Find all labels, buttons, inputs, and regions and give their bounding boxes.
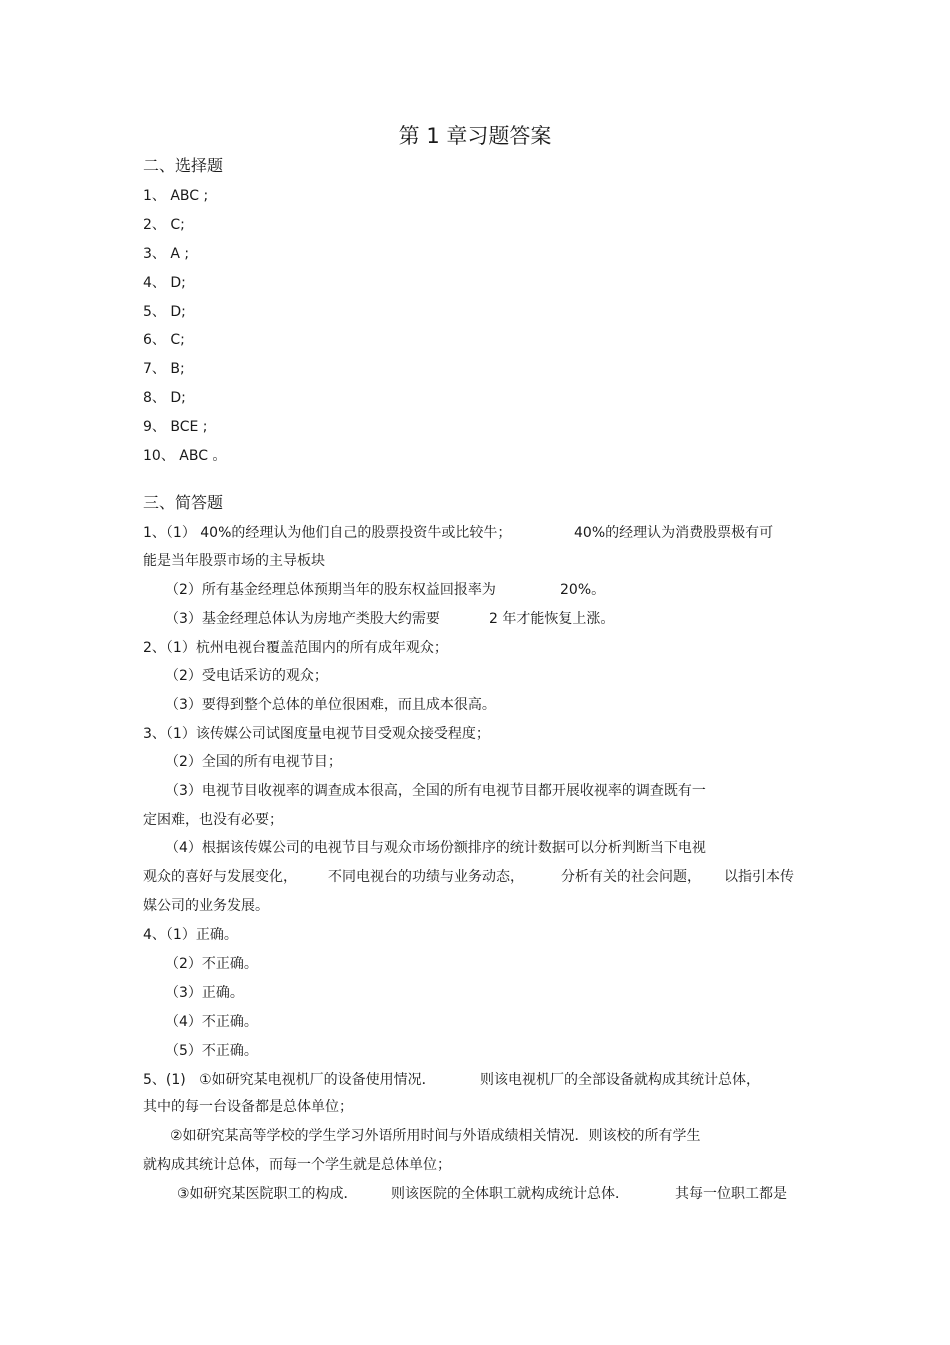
q4-line-5: （5）不正确。 [165, 1043, 258, 1059]
q3-line-3: （3）电视节目收视率的调查成本很高，全国的所有电视节目都开展收视率的调查既有一 [165, 783, 706, 799]
q4-line-2: （2）不正确。 [165, 956, 258, 972]
q1-line-4: （3）基金经理总体认为房地产类股大约需要 [165, 611, 440, 627]
q3-line-4: 定困难，也没有必要； [143, 812, 283, 828]
q5-line-1b: 则该电视机厂的全部设备就构成其统计总体， [480, 1072, 760, 1088]
page-title: 第 1 章习题答案 [398, 124, 552, 148]
choice-answer-8: 8、 D; [143, 390, 186, 406]
choice-answer-4: 4、 D; [143, 275, 186, 291]
choice-answer-5: 5、 D; [143, 304, 186, 320]
q3-line-6b: 不同电视台的功绩与业务动态， [328, 869, 524, 885]
choice-answer-9: 9、 BCE ; [143, 419, 208, 435]
q5-line-4: 就构成其统计总体，而每一个学生就是总体单位； [143, 1157, 451, 1173]
q3-line-2: （2）全国的所有电视节目； [165, 754, 342, 770]
choice-answer-3: 3、 A ; [143, 246, 190, 262]
q4-line-3: （3）正确。 [165, 985, 244, 1001]
q5-line-2: 其中的每一台设备都是总体单位； [143, 1099, 353, 1115]
q1-line-3: （2）所有基金经理总体预期当年的股东权益回报率为 [165, 582, 496, 598]
q1-line-3b: 20%。 [560, 582, 606, 598]
choice-answer-7: 7、 B; [143, 361, 185, 377]
q3-line-6a: 观众的喜好与发展变化， [143, 869, 297, 885]
q5-line-5b: 则该医院的全体职工就构成统计总体． [391, 1186, 629, 1202]
choice-answer-2: 2、 C; [143, 217, 185, 233]
q1-line-2: 能是当年股票市场的主导板块 [143, 553, 325, 569]
section-heading-choice: 二、选择题 [143, 156, 224, 175]
choice-answer-1: 1、 ABC ; [143, 188, 209, 204]
q2-line-2: （2）受电话采访的观众； [165, 668, 328, 684]
q4-line-4: （4）不正确。 [165, 1014, 258, 1030]
q3-line-7: 媒公司的业务发展。 [143, 898, 269, 914]
q5-line-5a: ③如研究某医院职工的构成． [177, 1186, 358, 1202]
choice-answer-6: 6、 C; [143, 332, 185, 348]
q5-line-5c: 其每一位职工都是 [675, 1186, 787, 1202]
q3-line-6d: 以指引本传 [724, 869, 794, 885]
q2-line-1: 2、（1）杭州电视台覆盖范围内的所有成年观众； [143, 640, 448, 656]
q1-line-1b: 40%的经理认为消费股票极有可 [574, 525, 774, 541]
q3-line-1: 3、（1）该传媒公司试图度量电视节目受观众接受程度； [143, 726, 490, 742]
q2-line-3: （3）要得到整个总体的单位很困难，而且成本很高。 [165, 697, 496, 713]
q3-line-5: （4）根据该传媒公司的电视节目与观众市场份额排序的统计数据可以分析判断当下电视 [165, 840, 706, 856]
q5-line-3: ②如研究某高等学校的学生学习外语所用时间与外语成绩相关情况．则该校的所有学生 [170, 1128, 701, 1144]
q1-line-4b: 2 年才能恢复上涨。 [489, 611, 615, 627]
q1-line-1: 1、（1） 40%的经理认为他们自己的股票投资牛或比较牛； [143, 525, 512, 541]
q5-line-1a: 5、(1) ①如研究某电视机厂的设备使用情况． [143, 1072, 436, 1088]
q3-line-6c: 分析有关的社会问题， [561, 869, 701, 885]
q4-line-1: 4、（1）正确。 [143, 927, 238, 943]
section-heading-short-answer: 三、简答题 [143, 493, 224, 512]
choice-answer-10: 10、 ABC 。 [143, 448, 227, 464]
